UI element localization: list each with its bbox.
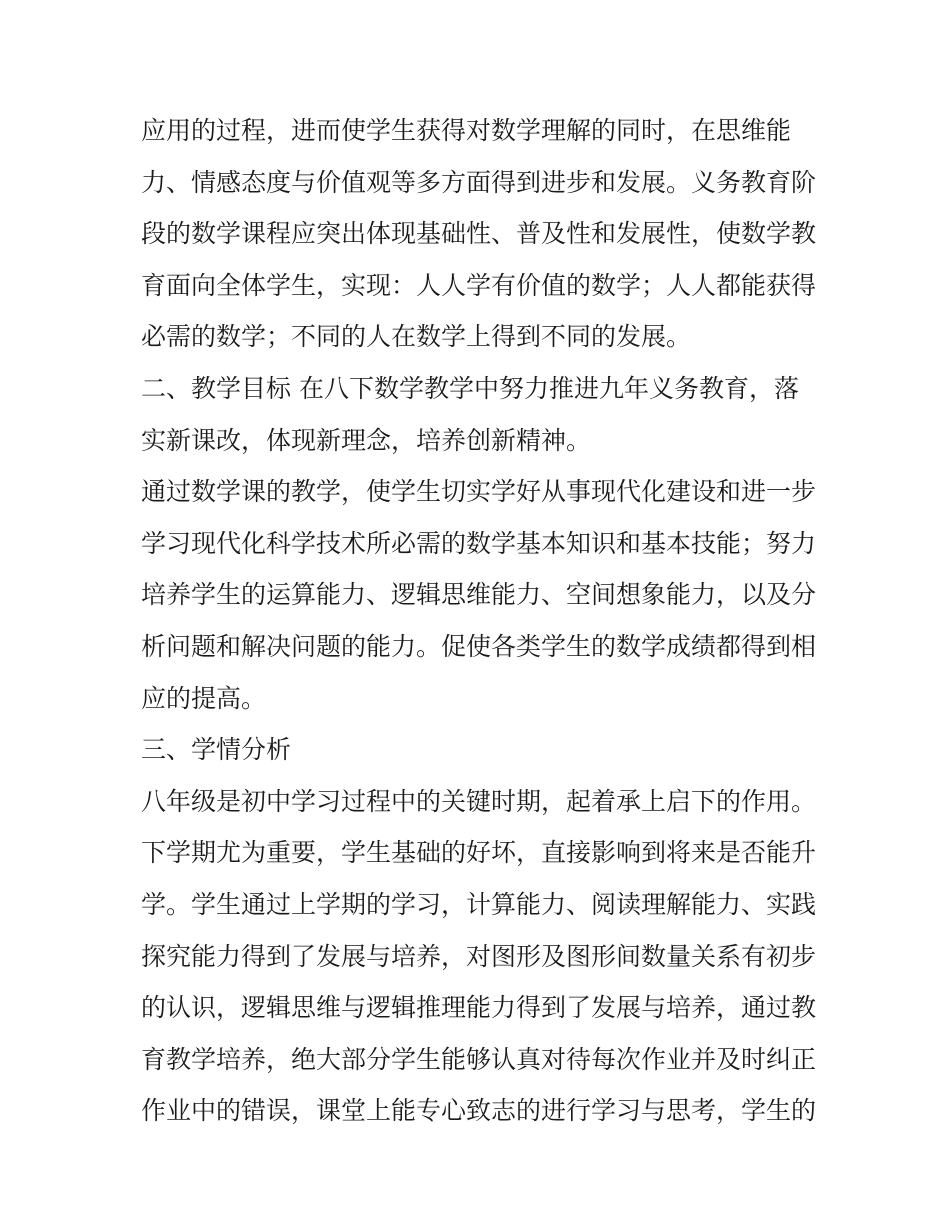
text-line: 作业中的错误，课堂上能专心致志的进行学习与思考，学生的 xyxy=(141,1096,817,1126)
text-line: 下学期尤为重要，学生基础的好坏，直接影响到将来是否能升 xyxy=(141,838,817,868)
section-heading-teaching-goals: 二、教学目标 在八下数学教学中努力推进九年义务教育，落 xyxy=(141,373,799,403)
section-heading-learning-analysis: 三、学情分析 xyxy=(141,735,292,765)
text-line: 应用的过程，进而使学生获得对数学理解的同时，在思维能 xyxy=(141,116,792,145)
text-line: 段的数学课程应突出体现基础性、普及性和发展性，使数学教 xyxy=(141,219,817,249)
text-line: 应的提高。 xyxy=(141,683,267,713)
text-line: 八年级是初中学习过程中的关键时期，起着承上启下的作用。 xyxy=(141,786,817,816)
text-line: 学。学生通过上学期的学习，计算能力、阅读理解能力、实践 xyxy=(141,889,817,919)
text-line: 的认识，逻辑思维与逻辑推理能力得到了发展与培养，通过教 xyxy=(141,993,817,1023)
text-line: 力、情感态度与价值观等多方面得到进步和发展。义务教育阶 xyxy=(141,167,817,197)
text-line: 实新课改，体现新理念，培养创新精神。 xyxy=(141,425,592,455)
text-line: 必需的数学；不同的人在数学上得到不同的发展。 xyxy=(141,322,692,352)
document-body xyxy=(141,105,816,1137)
text-line: 学习现代化科学技术所必需的数学基本知识和基本技能；努力 xyxy=(141,528,817,558)
text-line: 育面向全体学生，实现：人人学有价值的数学；人人都能获得 xyxy=(141,270,817,300)
text-line: 培养学生的运算能力、逻辑思维能力、空间想象能力，以及分 xyxy=(141,580,817,610)
text-line: 通过数学课的教学，使学生切实学好从事现代化建设和进一步 xyxy=(141,477,817,507)
text-line: 探究能力得到了发展与培养，对图形及图形间数量关系有初步 xyxy=(141,941,817,971)
text-line: 析问题和解决问题的能力。促使各类学生的数学成绩都得到相 xyxy=(141,631,817,661)
text-line: 育教学培养，绝大部分学生能够认真对待每次作业并及时纠正 xyxy=(141,1044,817,1074)
